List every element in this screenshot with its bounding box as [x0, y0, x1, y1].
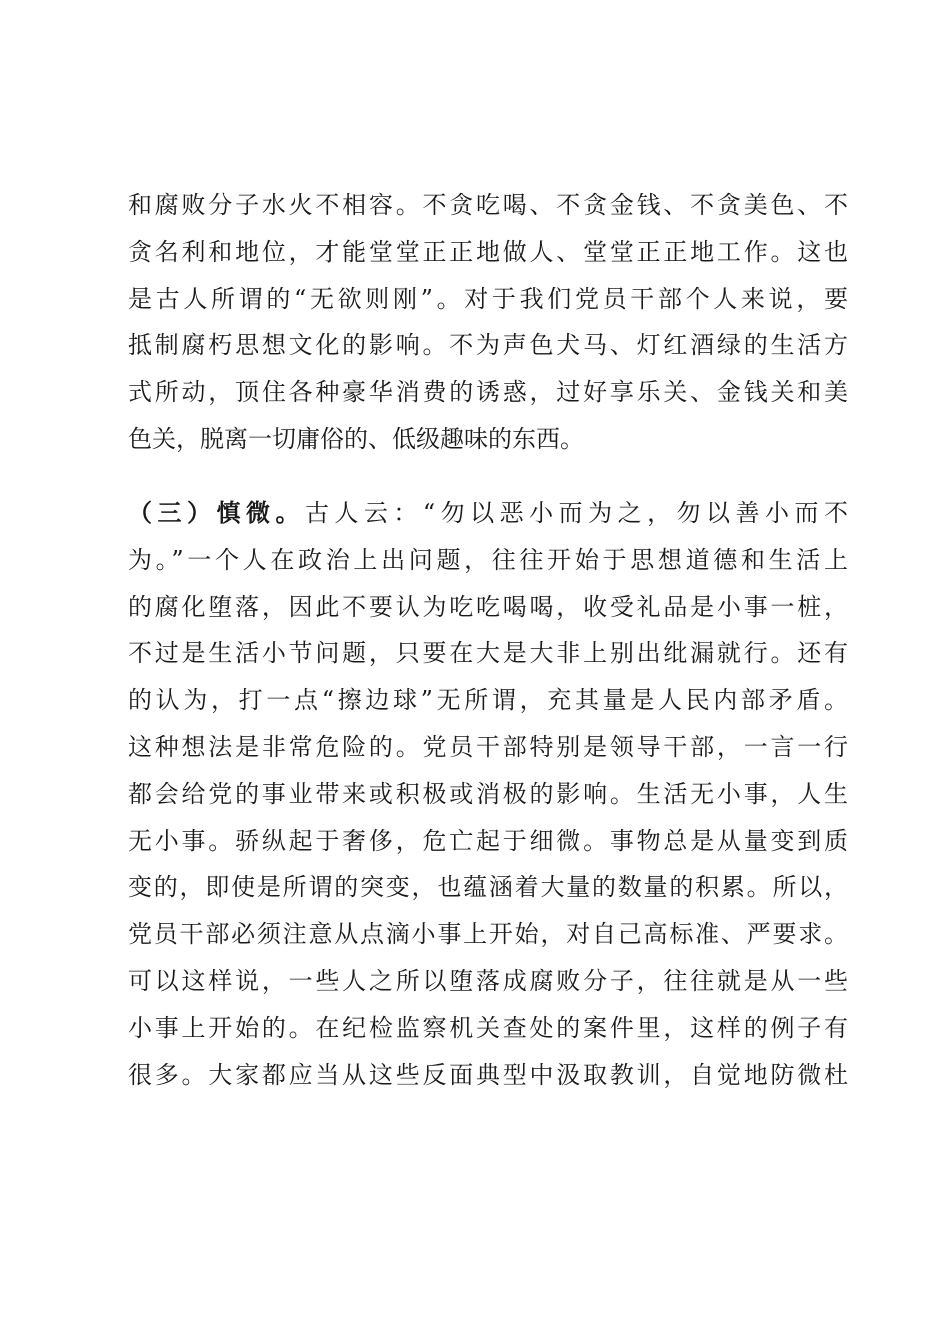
paragraph-1-line-4: 抵制腐朽思想文化的影响。不为声色犬马、灯红酒绿的生活方 [128, 331, 848, 360]
paragraph-1-line-1: 和腐败分子水火不相容。不贪吃喝、不贪金钱、不贪美色、不 [128, 191, 848, 219]
paragraph-2-line-10: 党员干部必须注意从点滴小事上开始，对自己高标准、严要求。 [128, 920, 848, 949]
paragraph-2-line-1-text: 古人云：“勿以恶小而为之，勿以善小而不 [304, 499, 848, 527]
paragraph-2-line-2: 为。”一个人在政治上出问题，往往开始于思想道德和生活上 [128, 545, 848, 574]
paragraph-2-line-13: 很多。大家都应当从这些反面典型中汲取教训，自觉地防微杜 [128, 1060, 848, 1089]
paragraph-2-line-4: 不过是生活小节问题，只要在大是大非上别出纰漏就行。还有 [128, 639, 848, 668]
paragraph-1-line-5: 式所动，顶住各种豪华消费的诱惑，过好享乐关、金钱关和美 [128, 378, 848, 407]
paragraph-2 [128, 490, 848, 1098]
paragraph-1 [128, 182, 848, 463]
paragraph-1-line-6: 色关，脱离一切庸俗的、低级趣味的东西。 [128, 424, 584, 453]
paragraph-2-line-3: 的腐化堕落，因此不要认为吃吃喝喝，收受礼品是小事一桩， [128, 592, 848, 621]
paragraph-1-line-3: 是古人所谓的“无欲则刚”。对于我们党员干部个人来说，要 [128, 284, 848, 313]
paragraph-2-line-1 [128, 490, 848, 537]
paragraph-2-line-5: 的认为，打一点“擦边球”无所谓，充其量是人民内部矛盾。 [128, 686, 848, 715]
paragraph-2-line-12: 小事上开始的。在纪检监察机关查处的案件里，这样的例子有 [128, 1013, 848, 1042]
paragraph-1-line-2: 贪名利和地位，才能堂堂正正地做人、堂堂正正地工作。这也 [128, 237, 848, 266]
paragraph-2-line-11: 可以这样说，一些人之所以堕落成腐败分子，往往就是从一些 [128, 966, 848, 995]
paragraph-2-line-6: 这种想法是非常危险的。党员干部特别是领导干部，一言一行 [128, 732, 848, 761]
paragraph-2-line-9: 变的，即使是所谓的突变，也蕴涵着大量的数量的积累。所以， [128, 873, 848, 902]
section-heading: （三）慎微。 [128, 499, 305, 527]
paragraph-2-line-7: 都会给党的事业带来或积极或消极的影响。生活无小事，人生 [128, 779, 848, 808]
paragraph-2-line-8: 无小事。骄纵起于奢侈，危亡起于细微。事物总是从量变到质 [128, 826, 848, 855]
